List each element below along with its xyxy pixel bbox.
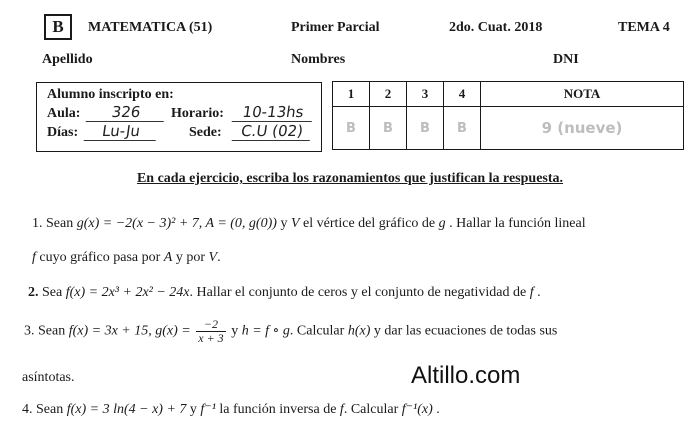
exercise-4-formula: f⁻¹(x) bbox=[401, 402, 433, 417]
exercise-4-text: Sean bbox=[36, 402, 64, 417]
exercise-4-formula: f⁻¹ bbox=[200, 402, 216, 417]
exercise-3-formula: f(x) = 3x + 15, g(x) = bbox=[68, 323, 191, 339]
exercise-3-text: y dar las ecuaciones de todas sus bbox=[373, 323, 558, 339]
exercise-2-text: . bbox=[537, 285, 541, 300]
grade-mark-4: B bbox=[444, 107, 481, 150]
exercise-2 bbox=[28, 285, 541, 301]
exercise-1-formula: g bbox=[438, 216, 446, 231]
exercise-1-number: 1. bbox=[32, 216, 43, 231]
exercise-1 bbox=[32, 216, 586, 232]
grade-mark-1: B bbox=[333, 107, 370, 150]
exercise-3-fraction bbox=[196, 318, 225, 345]
aula-label: Aula: bbox=[47, 106, 81, 121]
exercise-4-number: 4. bbox=[22, 402, 33, 417]
exercise-1-text: Sean bbox=[46, 216, 74, 231]
exercise-1-formula: A bbox=[163, 250, 173, 265]
grade-col-1: 1 bbox=[333, 82, 370, 107]
watermark-logo: Altillo.com bbox=[411, 362, 521, 389]
exercise-4-formula: f(x) = 3 ln(4 − x) + 7 bbox=[66, 402, 187, 417]
exercise-1-text: y bbox=[280, 216, 288, 231]
nota-header: NOTA bbox=[481, 82, 684, 107]
fraction-denominator: x + 3 bbox=[198, 331, 224, 345]
apellido-label: Apellido bbox=[42, 52, 93, 67]
exercise-1-line2 bbox=[32, 250, 221, 266]
exercise-1-text: cuyo gráfico pasa por bbox=[39, 250, 161, 265]
grade-col-3: 3 bbox=[407, 82, 444, 107]
fraction-numerator: −2 bbox=[196, 318, 225, 332]
exercise-1-text: el vértice del gráfico de bbox=[303, 216, 436, 231]
exercise-3-text: y bbox=[231, 323, 239, 339]
exercise-4 bbox=[22, 401, 440, 418]
exercise-4-text: la función inversa de bbox=[219, 402, 337, 417]
sede-value: C.U (02) bbox=[232, 122, 313, 141]
dias-label: Días: bbox=[47, 125, 79, 140]
exercise-2-formula: f bbox=[529, 285, 534, 300]
grade-col-4: 4 bbox=[444, 82, 481, 107]
exercise-3-formula: h(x) bbox=[347, 323, 371, 339]
horario-label: Horario: bbox=[171, 106, 224, 121]
aula-value: 326 bbox=[86, 103, 167, 122]
term-label: 2do. Cuat. 2018 bbox=[449, 20, 543, 35]
exercise-1-formula: V bbox=[290, 216, 300, 231]
exercise-3-formula: h = f ∘ g bbox=[241, 323, 290, 339]
exercise-1-formula: f bbox=[32, 250, 36, 265]
exercise-3-text: . Calcular bbox=[289, 323, 345, 339]
grade-mark-3: B bbox=[407, 107, 444, 150]
exercise-2-text: Sea bbox=[42, 285, 63, 300]
instruction-line: En cada ejercicio, escriba los razonamientos que justifican la respuesta. bbox=[136, 171, 564, 186]
exercise-3-number: 3. bbox=[24, 323, 35, 339]
exercise-4-text: . bbox=[436, 402, 440, 417]
course-title: MATEMATICA (51) bbox=[88, 20, 213, 35]
exercise-3-text: Sean bbox=[38, 323, 66, 339]
grade-col-2: 2 bbox=[370, 82, 407, 107]
horario-value: 10-13hs bbox=[232, 103, 315, 122]
grades-table bbox=[332, 81, 684, 150]
tema-label: TEMA 4 bbox=[618, 20, 670, 35]
exercise-4-text: y bbox=[189, 402, 197, 417]
exercise-1-formula: g(x) = −2(x − 3)² + 7, A = (0, g(0)) bbox=[76, 216, 277, 231]
inscription-box bbox=[36, 82, 322, 152]
inscription-title: Alumno inscripto en: bbox=[47, 87, 174, 102]
exam-name: Primer Parcial bbox=[291, 20, 380, 35]
exercise-2-text: . Hallar el conjunto de ceros y el conjunto de negatividad de bbox=[189, 285, 527, 300]
exercise-3-line2: asíntotas. bbox=[22, 370, 75, 385]
exercise-1-text: . Hallar la función lineal bbox=[449, 216, 586, 231]
exercise-1-text: y por bbox=[175, 250, 206, 265]
dni-label: DNI bbox=[553, 52, 579, 67]
nota-value: 9 (nueve) bbox=[481, 107, 684, 150]
exercise-1-formula: V bbox=[208, 250, 218, 265]
tema-letter-box: B bbox=[44, 14, 72, 40]
dias-value: Lu-Ju bbox=[84, 122, 159, 141]
exercise-2-number: 2. bbox=[28, 285, 39, 300]
exercise-1-text: . bbox=[217, 250, 221, 265]
sede-label: Sede: bbox=[189, 125, 222, 140]
exercise-3 bbox=[24, 318, 557, 345]
exercise-2-formula: f(x) = 2x³ + 2x² − 24x bbox=[65, 285, 190, 300]
grade-mark-2: B bbox=[370, 107, 407, 150]
exercise-4-formula: f bbox=[339, 402, 344, 417]
nombres-label: Nombres bbox=[291, 52, 346, 67]
exercise-4-text: . Calcular bbox=[343, 402, 399, 417]
